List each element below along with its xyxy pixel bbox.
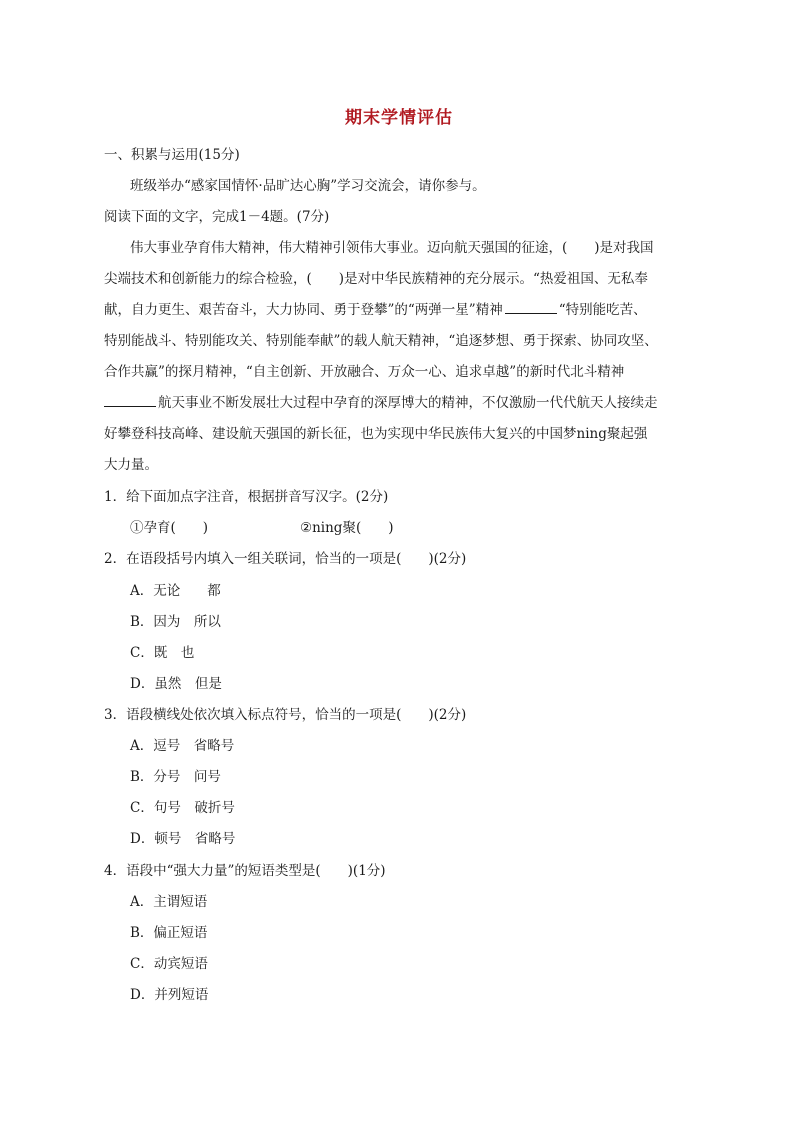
option-c[interactable]: C．句号 破折号 xyxy=(130,800,235,816)
passage-line: 伟大事业孕育伟大精神，伟大精神引领伟大事业。迈向航天强国的征途，( )是对我国 xyxy=(130,240,654,256)
reading-instruction: 阅读下面的文字，完成1－4题。(7分) xyxy=(104,209,330,225)
answer-item: ②ning聚( ) xyxy=(300,520,394,536)
question-stem: 4．语段中“强大力量”的短语类型是( )(1分) xyxy=(104,863,386,879)
passage-line: 合作共赢”的探月精神，“自主创新、开放融合、万众一心、追求卓越”的新时代北斗精神 xyxy=(104,364,625,380)
answer-item: ①孕育( ) xyxy=(130,520,209,536)
page-title: 期末学情评估 xyxy=(345,108,453,128)
passage-line: 好攀登科技高峰、建设航天强国的新长征，也为实现中华民族伟大复兴的中国梦ning聚起强 xyxy=(104,426,648,442)
passage-line xyxy=(104,394,658,412)
passage-line: 尖端技术和创新能力的综合检验，( )是对中华民族精神的充分展示。“热爱祖国、无私奉 xyxy=(104,271,648,287)
passage-line: 大力量。 xyxy=(104,457,158,473)
fill-blank[interactable] xyxy=(505,301,557,314)
passage-text: “特别能吃苦、 xyxy=(558,302,647,318)
passage-line xyxy=(104,301,647,319)
question-stem: 1．给下面加点字注音，根据拼音写汉字。(2分) xyxy=(104,489,389,505)
section-heading: 一、积累与运用(15分) xyxy=(104,147,240,163)
option-c[interactable]: C．动宾短语 xyxy=(130,956,208,972)
fill-blank[interactable] xyxy=(104,394,156,407)
section-intro: 班级举办“感家国情怀·品旷达心胸”学习交流会，请你参与。 xyxy=(130,178,486,194)
option-a[interactable]: A．逗号 省略号 xyxy=(130,738,235,754)
option-c[interactable]: C．既 也 xyxy=(130,645,195,661)
option-d[interactable]: D．顿号 省略号 xyxy=(130,831,236,847)
option-d[interactable]: D．虽然 但是 xyxy=(130,676,222,692)
exam-page xyxy=(104,0,694,1123)
option-b[interactable]: B．因为 所以 xyxy=(130,614,221,630)
question-stem: 2．在语段括号内填入一组关联词，恰当的一项是( )(2分) xyxy=(104,551,467,567)
option-a[interactable]: A．主谓短语 xyxy=(130,894,208,910)
option-d[interactable]: D．并列短语 xyxy=(130,987,209,1003)
option-b[interactable]: B．偏正短语 xyxy=(130,925,208,941)
passage-text: 献，自力更生、艰苦奋斗，大力协同、勇于登攀”的“两弹一星”精神 xyxy=(104,302,503,318)
option-a[interactable]: A．无论 都 xyxy=(130,583,221,599)
passage-line: 特别能战斗、特别能攻关、特别能奉献”的载人航天精神，“追逐梦想、勇于探索、协同攻坚、 xyxy=(104,333,658,349)
passage-text: 航天事业不断发展壮大过程中孕育的深厚博大的精神，不仅激励一代代航天人接续走 xyxy=(158,395,658,411)
option-b[interactable]: B．分号 问号 xyxy=(130,769,221,785)
question-stem: 3．语段横线处依次填入标点符号，恰当的一项是( )(2分) xyxy=(104,707,467,723)
